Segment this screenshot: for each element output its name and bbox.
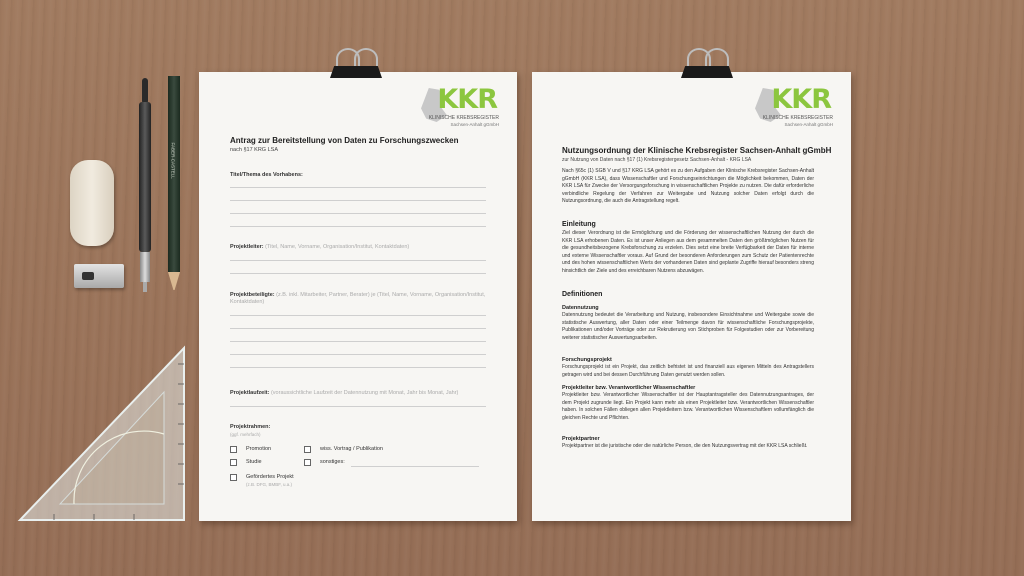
field-hint: (Titel, Name, Vorname, Organisation/Institut, Kontaktdaten) [265,244,410,250]
form-title: Antrag zur Bereitstellung von Daten zu Forschungszwecken [230,136,459,145]
pencil-brand-text: FABER-CASTELL [170,142,176,179]
input-line [230,341,486,342]
kkr-logo [421,84,501,128]
logo-text: KKR [771,84,831,115]
field-label-projektleiter [230,244,409,250]
regulation-title: Nutzungsordnung der Klinische Krebsregister Sachsen-Anhalt gGmbH [562,146,832,155]
application-form-sheet [199,72,517,521]
binder-clip-right [681,48,733,78]
paragraph-einleitung: Ziel dieser Verordnung ist die Ermöglichung und die Förderung der wissenschaftlichen Nutzung der durch die KKR LSA erhobenen Daten. Es ist unser Anliegen aus dem gesammelten Daten den größtmöglichen Nutzen für die gesundheitsbezogene Krebsforschung zu erzielen. Dies setzt eine breite Verfügbarkeit der Daten für interne und externe Wissenschaftler voraus. Auf Grund der besonderen Anforderungen zum Schutz der Patientenrechte und des hohen wissenschaftlichen Werts der vorhandenen Daten sind geplante Zugriffe hierauf besonders streng hinsichtlich der Ziele und des erreichbaren Nutzens abzuwägen. [562,230,814,274]
heading-einleitung: Einleitung [562,221,596,228]
logo-line1: KLINISCHE KREBSREGISTER [762,115,833,121]
field-hint: (voraussichtliche Laufzeit der Datennutzung mit Monat, Jahr bis Monat, Jahr) [270,390,459,396]
input-line [230,226,486,227]
hint-gefoerdert: (z.B. DFG, BMBF, u.a.) [246,482,293,487]
checkbox-label-vortrag: wiss. Vortrag / Publikation [320,446,383,452]
checkbox-label-sonstiges: sonstiges: [320,459,345,465]
logo-line2: Sachsen-Anhalt gGmbH [450,122,499,127]
heading-forschungsprojekt: Forschungsprojekt [562,357,612,363]
input-line [230,260,486,261]
logo-line2: Sachsen-Anhalt gGmbH [784,122,833,127]
heading-projektleiter: Projektleiter bzw. Verantwortlicher Wissenschaftler [562,385,696,391]
checkbox-vortrag[interactable] [304,446,311,453]
field-label-beteiligte [230,292,486,306]
set-square-ruler [14,344,190,524]
paragraph-projektleiter: Projektleiter bzw. Verantwortlicher Wissenschaftler ist der Hauptantragsteller des Datennutzungsantrages, der dem Projekt zugrunde liegt. Ein Projekt kann mehr als einen Projektleiter bzw. Verantwortlichen Wissenschaftler haben. In solchen Fällen obliegen allen Projektleitern bzw. Verantwortlichen Wissenschaftlern vollumfänglich die gleichen Rechte und Pflichten. [562,392,814,421]
input-line [230,273,486,274]
logo-text: KKR [437,84,497,115]
form-subtitle: nach §17 KRG LSA [230,147,279,153]
usage-regulation-sheet [532,72,851,521]
checkbox-label-promotion: Promotion [246,446,272,452]
checkbox-promotion[interactable] [230,446,237,453]
logo-line1: KLINISCHE KREBSREGISTER [428,115,499,121]
graphite-pencil [167,76,181,296]
checkbox-sonstiges[interactable] [304,459,311,466]
checkbox-label-studie: Studie [246,459,262,465]
binder-clip-left [330,48,382,78]
checkbox-label-gefoerdert: Gefördertes Projekt [246,474,294,480]
paragraph-datennutzung: Datennutzung bedeutet die Verarbeitung und Nutzung, insbesondere Einsichtnahme und Weitergabe sowie die statistische Auswertung, aller Daten oder einer Teilmenge davon für wissenschaftliche Forschungsprojekte, Publikationen und/oder Vorträge oder zur Rekrutierung von Stichproben für Folgestudien oder zur Vorbereitung weiterer statistischer Auswertungsarbeiten. [562,312,814,341]
field-hint: (z.B. inkl. Mitarbeiter, Partner, Berater) je (Titel, Name, Vorname, Organisation/Institut, Kontaktdaten) [230,292,486,305]
input-line [230,200,486,201]
kkr-logo [755,84,835,128]
mechanical-pencil [137,78,153,292]
checkbox-studie[interactable] [230,459,237,466]
input-line [230,315,486,316]
input-line [230,354,486,355]
input-line [230,406,486,407]
field-label-text: Projektbeteiligte: [230,292,275,298]
heading-datennutzung: Datennutzung [562,305,599,311]
input-line [230,213,486,214]
field-label-rahmen: Projektrahmen: [230,424,271,430]
paragraph-projektpartner: Projektpartner ist die juristische oder die natürliche Person, die den Nutzungsvertrag mit der KKR LSA schließt. [562,443,808,449]
field-hint-rahmen: (ggf. mehrfach) [230,432,261,437]
input-line [230,328,486,329]
heading-projektpartner: Projektpartner [562,436,600,442]
eraser [70,160,114,246]
field-label-text: Projektleiter: [230,244,264,250]
pencil-sharpener [74,264,124,288]
paragraph-forschungsprojekt: Forschungsprojekt ist ein Projekt, das zeitlich befristet ist und finanziell aus eigenen Mitteln des Antragstellers getragen wird und bei dessen Durchführung Daten genutzt werden sollen. [562,364,814,378]
input-line [230,187,486,188]
field-label-laufzeit [230,390,458,396]
input-line-sonstiges[interactable] [351,466,479,467]
heading-definitionen: Definitionen [562,291,603,298]
field-label-titel: Titel/Thema des Vorhabens: [230,172,303,178]
regulation-subtitle: zur Nutzung von Daten nach §17 (1) Krebsregistergesetz Sachsen-Anhalt - KRG LSA [562,157,752,163]
field-label-text: Projektlaufzeit: [230,390,270,396]
input-line [230,367,486,368]
intro-paragraph: Nach §65c (1) SGB V und §17 KRG LSA gehört es zu den Aufgaben der Klinische Krebsregister Sachsen-Anhalt gGmbH (KKR LSA), dass Wissenschaftler und Forschungseinrichtungen die Möglichkeit bekommen, Daten der KKR LSA für Zwecke der Versorgungsforschung in wissenschaftlichen Projekte zu nutzen. Die dafür erforderliche verbindliche Regelung der Verfahren zur Weitergabe und Nutzung solcher Daten erfolgt durch die Nutzungsordnung, die auch die Antragstellung regelt. [562,168,814,205]
checkbox-gefoerdert[interactable] [230,474,237,481]
